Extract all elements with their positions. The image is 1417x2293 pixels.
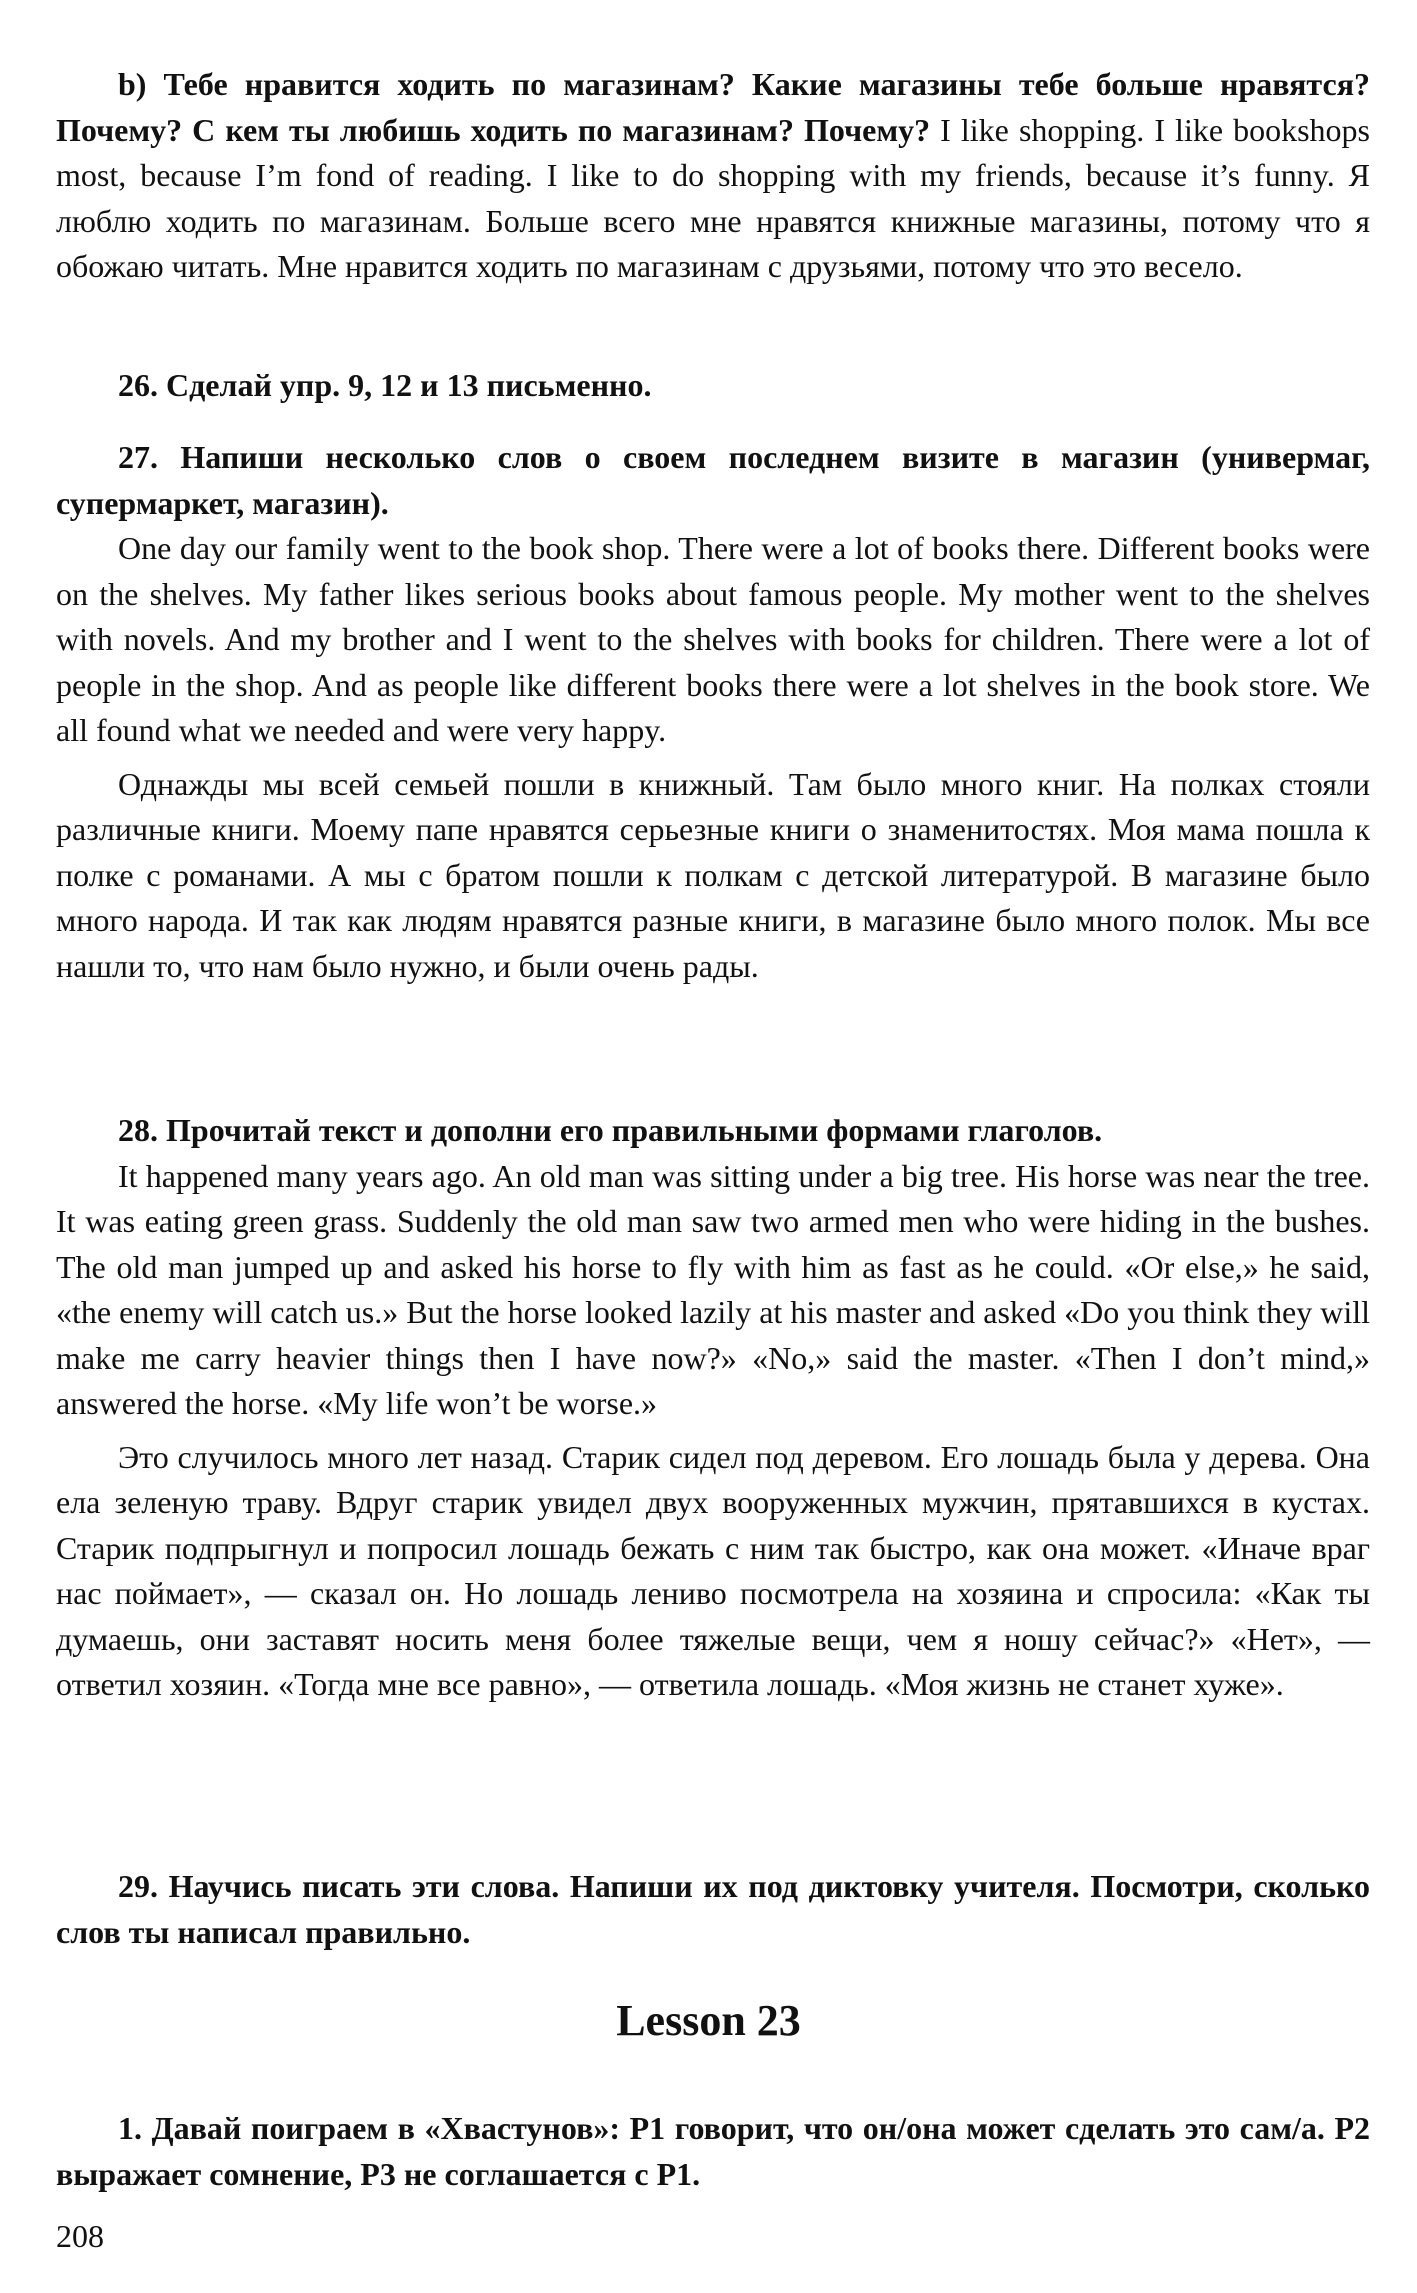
exercise-b-answer: I like shopping. I like bookshops most, because I’m fond of reading. I like to do shopping with my friends, because it’s funny. Я люблю ходить по магазинам. Больше всего мне нравятся книжные магазины, потому что я обожаю читать. Мне нравится ходить по магазинам с друзьями, потому что это весело. bbox=[56, 111, 1371, 284]
exercise-28-english: It happened many years ago. An old man was sitting under a big tree. His horse was near the tree. It was eating green grass. Suddenly the old man saw two armed men who were hiding in the bushes. The old man jumped up and asked his horse to fly with him as fast as he could. «Or else,» he said, «the enemy will catch us.» But the horse looked lazily at his master and asked «Do you think they will make me carry heavier things then I have now?» «No,» said the master. «Then I don’t mind,» answered the horse. «My life won’t be worse.» bbox=[56, 1157, 1370, 1421]
lesson-23-exercise-1 bbox=[56, 2106, 1370, 2197]
exercise-27 bbox=[56, 435, 1370, 989]
exercise-27-russian: Однажды мы всей семьей пошли в книжный. Там было много книг. На полках стояли различные книги. Моему папе нравятся серьезные книги о знаменитостях. Моя мама пошла к полке с романами. А мы с братом пошли к полкам с детской литературой. В магазине было много народа. И так как людям нравятся разные книги, в магазине было много полок. Мы все нашли то, что нам было нужно, и были очень рады. bbox=[56, 765, 1370, 984]
exercise-b-prompt: b) Тебе нравится ходить по магазинам? Какие магазины тебе больше нравятся? Почему? С кем ты любишь ходить по магазинам? Почему? bbox=[56, 66, 1370, 148]
exercise-b bbox=[56, 62, 1370, 290]
exercise-29 bbox=[56, 1864, 1370, 1955]
lesson-title: Lesson 23 bbox=[616, 1996, 801, 2045]
lesson-23-exercise-1-heading: 1. Давай поиграем в «Хвастунов»: P1 говорит, что он/она может сделать это сам/а. P2 выражает сомнение, P3 не соглашается с P1. bbox=[56, 2110, 1370, 2192]
exercise-28-russian: Это случилось много лет назад. Старик сидел под деревом. Его лошадь была у дерева. Она ела зеленую траву. Вдруг старик увидел двух вооруженных мужчин, прятавшихся в кустах. Старик подпрыгнул и попросил лошадь бежать с ним так быстро, как она может. «Иначе враг нас поймает», — сказал он. Но лошадь лениво посмотрела на хозяина и спросила: «Как ты думаешь, они заставят носить меня более тяжелые вещи, чем я ношу сейчас?» «Нет», — ответил хозяин. «Тогда мне все равно», — ответила лошадь. «Моя жизнь не станет хуже». bbox=[56, 1438, 1370, 1702]
exercise-27-english: One day our family went to the book shop. There were a lot of books there. Different books were on the shelves. My father likes serious books about famous people. My mother went to the shelves with novels. And my brother and I went to the shelves with books for children. There were a lot of people in the shop. And as people like different books there were a lot shelves in the book store. We all found what we needed and were very happy. bbox=[56, 530, 1370, 748]
page-number: 208 bbox=[56, 2218, 104, 2254]
exercise-28-heading: 28. Прочитай текст и дополни его правильными формами глаголов. bbox=[118, 1112, 1103, 1148]
exercise-26-heading: 26. Сделай упр. 9, 12 и 13 письменно. bbox=[118, 367, 652, 403]
exercise-29-heading: 29. Научись писать эти слова. Напиши их под диктовку учителя. Посмотри, сколько слов ты написал правильно. bbox=[56, 1868, 1370, 1950]
exercise-28 bbox=[56, 1108, 1370, 1708]
exercise-27-heading: 27. Напиши несколько слов о своем последнем визите в магазин (универмаг, супермаркет, магазин). bbox=[56, 439, 1370, 521]
exercise-26 bbox=[56, 363, 1370, 409]
